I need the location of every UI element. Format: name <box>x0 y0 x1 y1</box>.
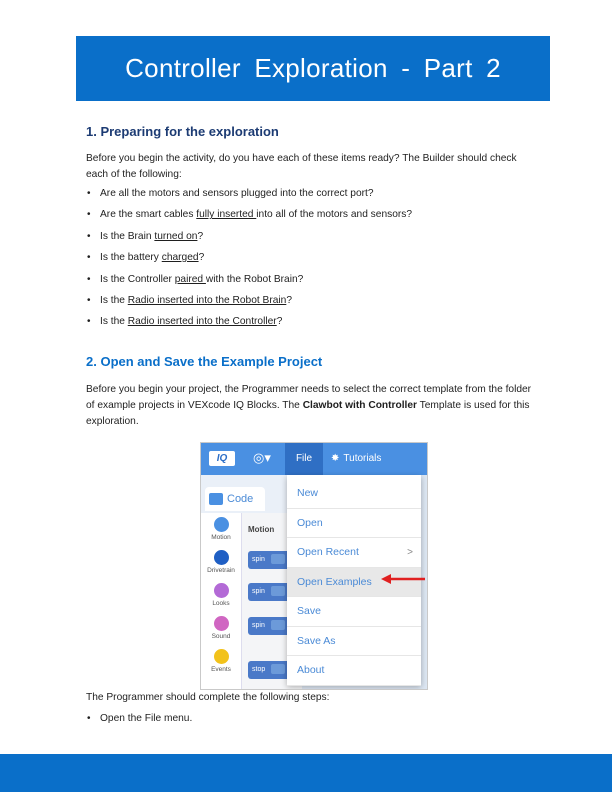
block-slot <box>271 620 285 630</box>
checklist-text: Is the <box>100 294 128 306</box>
menu-item-label: New <box>297 487 319 499</box>
iq-logo: IQ <box>209 451 235 466</box>
section-1-heading: 1. Preparing for the exploration <box>86 124 279 139</box>
category-label: Drivetrain <box>207 567 235 574</box>
checklist-emphasis: turned on <box>154 230 198 242</box>
checklist-item <box>86 186 412 207</box>
footer-bar <box>0 754 612 792</box>
checklist-emphasis: fully inserted <box>196 209 257 221</box>
page-title: Controller Exploration - Part 2 <box>125 53 501 83</box>
checklist <box>86 186 412 336</box>
section-2-intro: Before you begin your project, the Programmer needs to select the correct template from the folder of example projects in VEXcode IQ Blocks. The Clawbot with Controller Template is used for this exploration. <box>86 384 532 427</box>
title-banner <box>76 36 550 101</box>
menu-item-save[interactable] <box>287 597 421 627</box>
vexcode-screenshot <box>200 442 428 690</box>
checklist-item <box>86 229 412 250</box>
category-label: Sound <box>211 633 231 640</box>
menu-item-save-as[interactable] <box>287 627 421 657</box>
checklist-item <box>86 272 412 293</box>
vexcode-toolbar <box>201 443 427 475</box>
checklist-text: into all of the motors and sensors? <box>256 209 413 221</box>
lightbulb-icon: ✸ <box>331 453 340 464</box>
menu-item-label: Open <box>297 516 323 529</box>
category-events[interactable] <box>201 649 241 673</box>
checklist-text: ? <box>276 316 283 328</box>
category-looks[interactable] <box>201 583 241 607</box>
checklist-text: ? <box>197 230 204 242</box>
code-block-label: spin <box>252 622 265 629</box>
checklist-emphasis: paired <box>174 273 206 285</box>
checklist-emphasis: Radio inserted into the Controller <box>127 316 277 328</box>
category-label: Looks <box>212 600 230 607</box>
tutorials-button[interactable]: ✸ Tutorials <box>331 453 382 464</box>
section-1-intro: Before you begin the activity, do you have each of these items ready? The Builder should check each of the following: <box>86 153 517 180</box>
checklist-text: Is the battery <box>100 252 162 264</box>
code-block-label: spin <box>252 588 265 595</box>
menu-item-open[interactable] <box>287 509 421 539</box>
checklist-text: Are all the motors and sensors plugged into the correct port? <box>100 188 374 199</box>
checklist-emphasis: charged <box>161 252 199 264</box>
code-block-label: stop <box>252 666 266 673</box>
steps-intro: The Programmer should complete the following steps: <box>86 692 330 703</box>
steps-list <box>86 711 192 732</box>
block-slot <box>271 664 285 674</box>
code-tab[interactable]: Code <box>205 487 265 511</box>
category-label: Events <box>211 666 231 673</box>
menu-item-label: About <box>297 664 325 676</box>
palette-title: Motion <box>248 525 275 534</box>
code-block-label: spin <box>252 556 265 563</box>
checklist-emphasis: Radio inserted into the Robot Brain <box>127 294 287 306</box>
category-dot-icon <box>214 550 229 565</box>
category-dot-icon <box>214 583 229 598</box>
menu-item-label: Open Examples <box>297 575 372 588</box>
red-arrow-icon <box>381 574 425 584</box>
category-dot-icon <box>214 616 229 631</box>
chevron-right-icon: > <box>407 547 413 558</box>
category-dot-icon <box>214 517 229 532</box>
checklist-text: Is the Brain <box>100 230 155 242</box>
section-2-heading: 2. Open and Save the Example Project <box>86 354 323 369</box>
category-dot-icon <box>214 649 229 664</box>
menu-item-about[interactable] <box>287 656 421 686</box>
category-sound[interactable] <box>201 616 241 640</box>
category-label: Motion <box>211 534 231 541</box>
template-name: Clawbot with Controller <box>302 400 418 411</box>
menu-item-new[interactable] <box>287 479 421 509</box>
checklist-text: Is the <box>100 316 128 328</box>
category-drivetrain[interactable] <box>201 550 241 574</box>
menu-item-label: Save As <box>297 634 336 647</box>
checklist-item <box>86 314 412 335</box>
checklist-text: with the Robot Brain? <box>205 273 304 285</box>
menu-item-label: Open Recent <box>297 546 359 558</box>
block-slot <box>271 554 285 564</box>
menu-item-open-recent[interactable] <box>287 538 421 568</box>
checklist-item <box>86 293 412 314</box>
checklist-text: ? <box>198 252 205 264</box>
category-list <box>201 513 242 689</box>
menu-item-label: Save <box>297 605 321 617</box>
code-icon <box>209 493 223 505</box>
checklist-item <box>86 207 412 228</box>
category-motion[interactable] <box>201 517 241 541</box>
step-item: • Open the File menu. <box>86 711 192 732</box>
globe-icon: ◎▾ <box>253 450 271 465</box>
block-slot <box>271 586 285 596</box>
checklist-item <box>86 250 412 271</box>
checklist-text: Is the Controller <box>100 273 175 285</box>
checklist-text: ? <box>286 294 292 306</box>
checklist-text: Are the smart cables <box>100 209 197 221</box>
file-menu-button[interactable]: File <box>285 443 323 475</box>
